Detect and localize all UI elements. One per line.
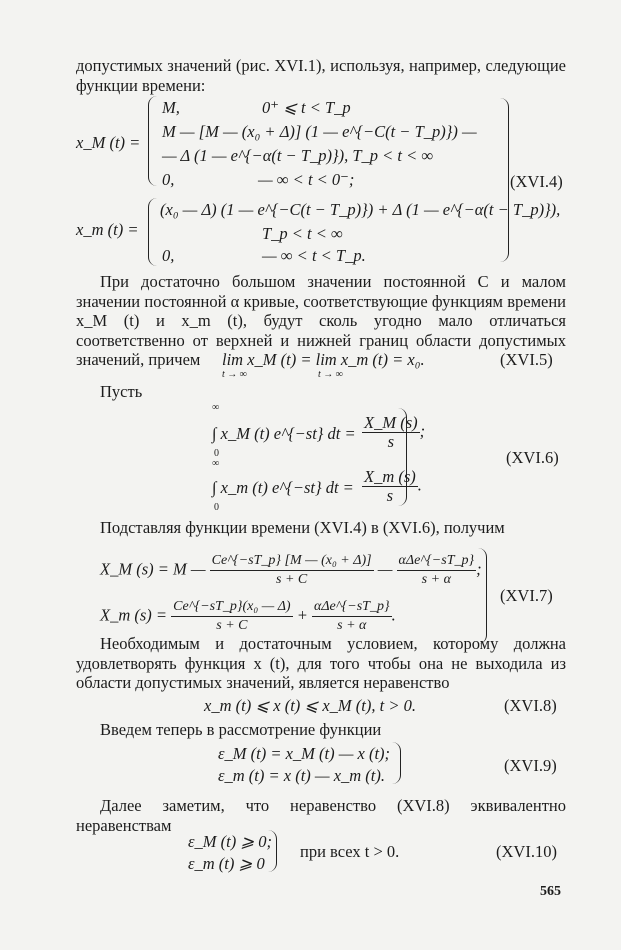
eq9-line-1: ε_M (t) = x_M (t) — x (t); <box>218 744 391 763</box>
eq7-l2-num: Ce^{−sT_p}(x₀ — Δ) <box>171 598 292 617</box>
paragraph-introduce: Введем теперь в рассмотрение функции <box>100 720 382 739</box>
eq7-l1-num2: αΔe^{−sT_p} <box>397 552 477 571</box>
eq7-l1-end: ; <box>476 559 482 579</box>
case-3: — Δ (1 — e^{−α(t − T_p)}), T_p < t < ∞ <box>162 146 434 165</box>
eq7-l2-op: + <box>296 605 308 625</box>
paragraph-let: Пусть <box>100 382 143 401</box>
right-brace-xvi-10 <box>268 830 277 872</box>
case-7-cond: — ∞ < t < T_p. <box>262 246 366 265</box>
right-brace-xvi-7 <box>478 548 487 644</box>
case-5: (x₀ — Δ) (1 — e^{−C(t − T_p)}) + Δ (1 — e^{−α(t − T_p)}), <box>160 200 561 219</box>
equation-number-xvi-10: (XVI.10) <box>496 842 557 861</box>
integral-1-lower: 0 <box>214 448 219 459</box>
integral-2-num: X_m (s) <box>364 467 416 486</box>
limit-expression: lim x_M (t) = lim x_m (t) = x₀. <box>222 350 425 369</box>
eq7-line-1 <box>100 552 482 589</box>
case-6: T_p < t < ∞ <box>262 224 343 243</box>
equation-number-xvi-4: (XVI.4) <box>510 172 563 191</box>
case-1: M, <box>162 98 180 117</box>
equation-number-xvi-6: (XVI.6) <box>506 448 559 467</box>
integral-2-rhs <box>362 468 422 505</box>
eq7-l1-op: — <box>377 559 393 579</box>
case-7: 0, <box>162 246 175 265</box>
eq9-line-2: ε_m (t) = x (t) — x_m (t). <box>218 766 386 785</box>
eq7-l2-den: s + C <box>216 618 248 633</box>
left-brace-xM <box>148 96 157 186</box>
integral-2-lower: 0 <box>214 502 219 513</box>
eq7-l1-num: Ce^{−sT_p} [M — (x₀ + Δ)] <box>210 552 374 571</box>
integral-2-end: . <box>417 475 422 495</box>
integral-1-den: s <box>387 432 395 451</box>
equation-number-xvi-7: (XVI.7) <box>500 586 553 605</box>
equation-number-xvi-9: (XVI.9) <box>504 756 557 775</box>
inequality-xvi-8: x_m (t) ⩽ x (t) ⩽ x_M (t), t > 0. <box>204 696 416 715</box>
eq10-line-1: ε_M (t) ⩾ 0; <box>188 832 273 851</box>
integral-1-upper: ∞ <box>212 402 220 413</box>
equation-number-xvi-8: (XVI.8) <box>504 696 557 715</box>
case-4: 0, <box>162 170 175 189</box>
paragraph-substituting: Подставляя функции времени (XVI.4) в (XVI.6), получим <box>100 518 505 537</box>
paragraph-condition: Необходимым и достаточным условием, которому должна удовлетворять функция x (t), для того чтобы она не выходила из области допустимых значений, является неравенство <box>76 634 566 692</box>
integral-1: ∫ x_M (t) e^{−st} dt = <box>212 424 356 443</box>
eq7-l2-end: . <box>391 605 396 625</box>
eq7-l1-lhs: X_M (s) = M — <box>100 559 206 579</box>
limit-sub-2: t → ∞ <box>318 369 343 380</box>
integral-2: ∫ x_m (t) e^{−st} dt = <box>212 478 354 497</box>
page-number: 565 <box>540 884 561 899</box>
eq7-l1-den2: s + α <box>421 572 451 587</box>
xm-lhs: x_m (t) = <box>76 220 139 239</box>
eq7-l2-den2: s + α <box>337 618 367 633</box>
integral-2-upper: ∞ <box>212 458 220 469</box>
paragraph-equivalent: Далее заметим, что неравенство (XVI.8) эквивалентно неравенствам <box>76 796 566 835</box>
integral-1-num: X_M (s) <box>364 413 418 432</box>
integral-1-rhs <box>362 414 425 451</box>
paragraph-intro: допустимых значений (рис. XVI.1), используя, например, следующие функции времени: <box>76 56 566 95</box>
eq10-condition: при всех t > 0. <box>300 842 400 861</box>
right-brace-xvi-9 <box>392 742 401 784</box>
eq7-l2-lhs: X_m (s) = <box>100 605 168 625</box>
right-brace-xvi-4 <box>500 98 509 262</box>
eq7-line-2 <box>100 598 396 635</box>
case-2: M — [M — (x₀ + Δ)] (1 — e^{−C(t − T_p)}) — <box>162 122 477 141</box>
eq7-l1-den: s + C <box>276 572 308 587</box>
case-1-cond: 0⁺ ⩽ t < T_p <box>262 98 351 117</box>
limit-sub-1: t → ∞ <box>222 369 247 380</box>
integral-2-den: s <box>386 486 394 505</box>
case-4-cond: — ∞ < t < 0⁻; <box>258 170 355 189</box>
xM-lhs: x_M (t) = <box>76 133 141 152</box>
equation-number-xvi-5: (XVI.5) <box>500 350 553 369</box>
right-brace-xvi-6 <box>398 408 407 506</box>
integral-1-end: ; <box>419 421 426 441</box>
eq10-line-2: ε_m (t) ⩾ 0 <box>188 854 265 873</box>
paragraph-constants: При достаточно большом значении постоянной C и малом значении постоянной α кривые, соответствующие функциям времени x_M (t) и x_m (t), будут сколь угодно мало отличаться соответственно от верхней и нижней границ области допустимых значений, причем <box>76 272 566 369</box>
eq7-l2-num2: αΔe^{−sT_p} <box>312 598 392 617</box>
left-brace-xm <box>148 198 157 266</box>
